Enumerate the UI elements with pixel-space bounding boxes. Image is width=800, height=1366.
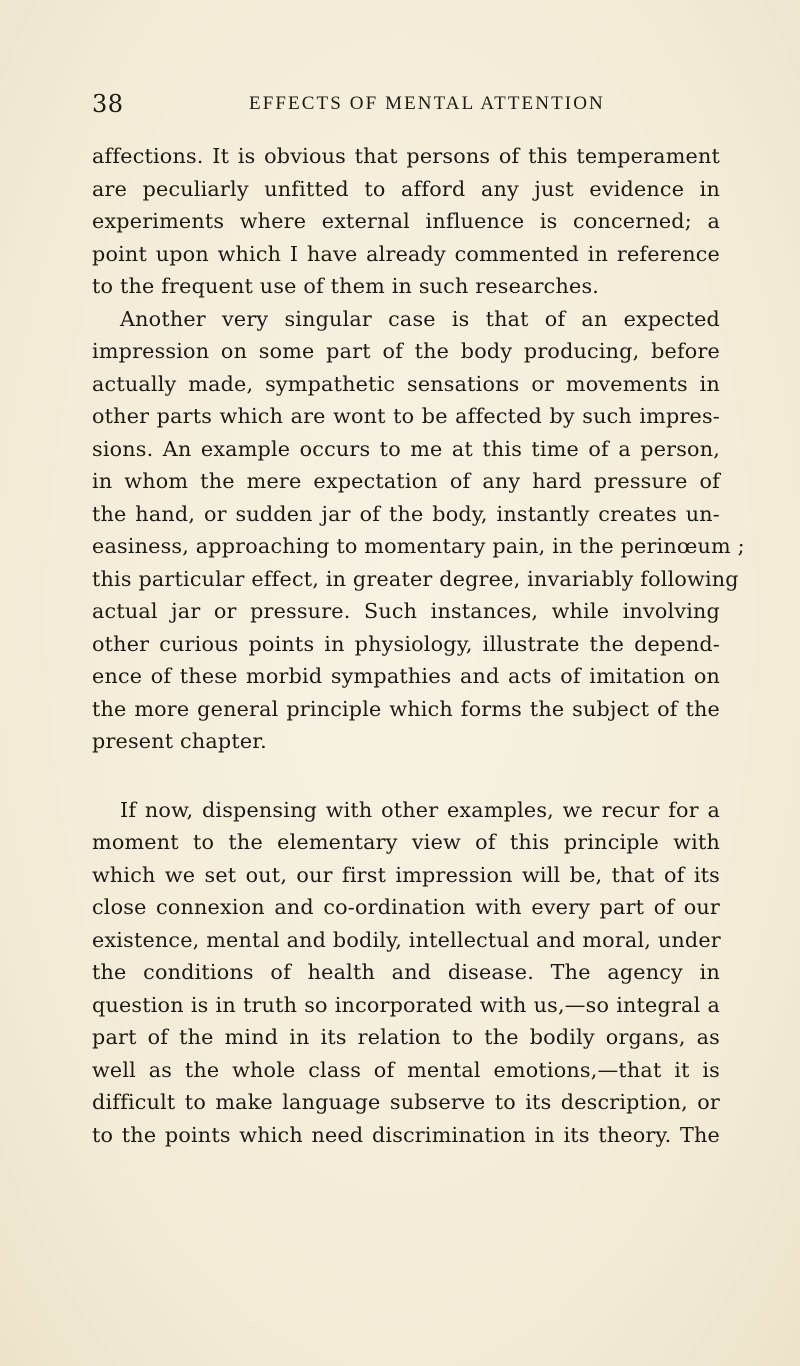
page-header [92,86,720,122]
text-line: easiness, approaching to momentary pain, in the perinœum ; [92,534,745,558]
text-line: to the points which need discrimination in its theory. The [92,1122,720,1147]
text-line: existence, mental and bodily, intellectual and moral, under [92,927,721,952]
text-line: which we set out, our first impression will be, that of its [92,862,720,887]
text-line: in whom the mere expectation of any hard pressure of [92,469,720,493]
text-line: well as the whole class of mental emotions,—that it is [92,1057,720,1082]
text-line: the more general principle which forms the subject of the [92,696,720,721]
text-line: other curious points in physiology, illustrate the depend- [92,631,720,656]
text-line: the hand, or sudden jar of the body, instantly creates un- [92,501,720,526]
text-line: to the frequent use of them in such researches. [92,274,600,298]
text-line: experiments where external influence is concerned; a [92,209,720,233]
paragraph-2 [92,303,745,758]
text-line: other parts which are wont to be affected by such impres- [92,404,720,428]
text-line: Another very singular case is that of an expected [120,306,720,331]
text-line: part of the mind in its relation to the bodily organs, as [92,1025,720,1049]
text-line: sions. An example occurs to me at this time of a person, [92,436,720,461]
paragraph-1 [92,140,720,303]
text-line: point upon which I have already commented in reference [92,241,720,266]
text-line: are peculiarly unfitted to afford any just evidence in [92,176,720,201]
page-number: 38 [92,90,124,118]
text-line: the conditions of health and disease. The agency in [92,960,720,984]
text-line: impression on some part of the body producing, before [92,339,720,363]
text-line: difficult to make language subserve to its description, or [92,1090,720,1114]
body-text [92,140,745,1151]
text-line: ence of these morbid sympathies and acts of imitation on [92,664,720,688]
text-line: present chapter. [92,729,267,753]
running-head: EFFECTS OF MENTAL ATTENTION [249,93,605,114]
text-line: affections. It is obvious that persons of this temperament [92,144,720,168]
text-line: actually made, sympathetic sensations or movements in [92,371,720,396]
text-line: close connexion and co-ordination with every part of our [92,895,720,919]
paragraph-3 [92,794,720,1152]
text-line: If now, dispensing with other examples, we recur for a [120,797,720,822]
text-line: this particular effect, in greater degree, invariably following [92,566,739,591]
text-line: question is in truth so incorporated with us,—so integral a [92,992,720,1017]
text-line: actual jar or pressure. Such instances, while involving [92,599,720,623]
text-line: moment to the elementary view of this principle with [92,830,720,854]
